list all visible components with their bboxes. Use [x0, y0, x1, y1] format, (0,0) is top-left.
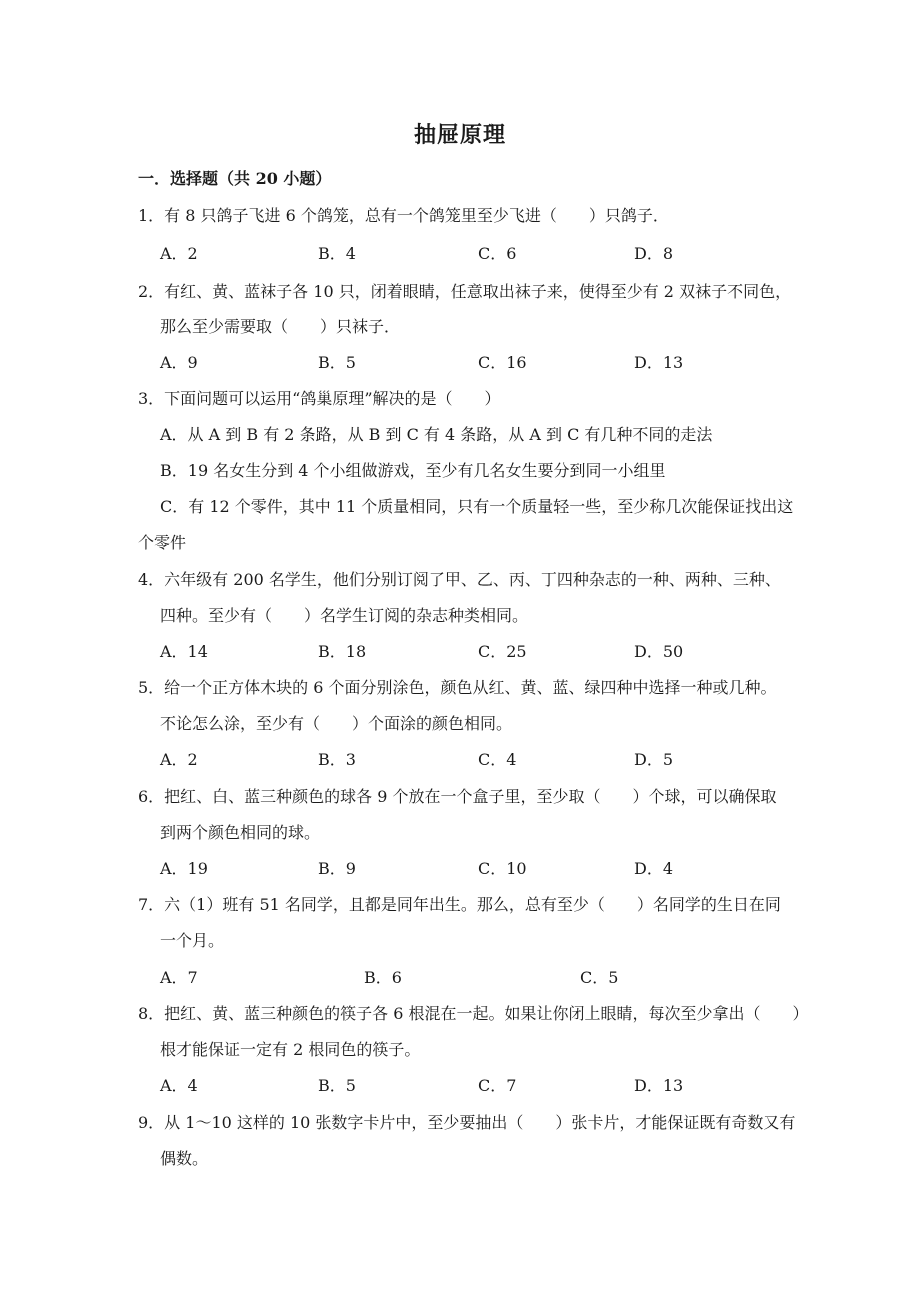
- question-1-stem: 1．有 8 只鸽子飞进 6 个鸽笼，总有一个鸽笼里至少飞进（ ）只鸽子．: [138, 206, 669, 225]
- q4-option-d: D．50: [634, 642, 684, 661]
- question-4-stem-line1: 4．六年级有 200 名学生，他们分别订阅了甲、乙、丙、丁四种杂志的一种、两种、三种、: [138, 570, 781, 589]
- q5-option-c: C．4: [478, 750, 517, 769]
- q4-option-a: A．14: [160, 642, 208, 661]
- q7-option-c: C．5: [580, 968, 619, 987]
- q6-option-b: B．9: [318, 859, 356, 878]
- q5-option-b: B．3: [318, 750, 356, 769]
- q6-option-a: A．19: [160, 859, 208, 878]
- q6-option-d: D．4: [634, 859, 674, 878]
- question-2-stem-line1: 2．有红、黄、蓝袜子各 10 只，闭着眼睛，任意取出袜子来，使得至少有 2 双袜子不同色，: [138, 282, 792, 301]
- q1-option-a: A．2: [160, 244, 198, 263]
- question-3-stem: 3．下面问题可以运用“鸽巢原理”解决的是（ ）: [138, 389, 501, 408]
- q1-option-c: C．6: [478, 244, 517, 263]
- question-5-stem-line2: 不论怎么涂，至少有（ ）个面涂的颜色相同。: [160, 714, 513, 733]
- question-8-stem-line1: 8．把红、黄、蓝三种颜色的筷子各 6 根混在一起。如果让你闭上眼睛，每次至少拿出（ ）: [138, 1004, 809, 1023]
- q3-option-b: B．19 名女生分到 4 个小组做游戏，至少有几名女生要分到同一小组里: [160, 461, 666, 480]
- question-2-stem-line2: 那么至少需要取（ ）只袜子．: [160, 317, 401, 336]
- q1-option-d: D．8: [634, 244, 674, 263]
- q2-option-b: B．5: [318, 353, 356, 372]
- question-8-stem-line2: 根才能保证一定有 2 根同色的筷子。: [160, 1040, 421, 1059]
- q4-option-c: C．25: [478, 642, 527, 661]
- q3-option-c-line2: 个零件: [138, 533, 187, 552]
- q4-option-b: B．18: [318, 642, 367, 661]
- question-7-stem-line2: 一个月。: [160, 931, 225, 950]
- q8-option-d: D．13: [634, 1076, 684, 1095]
- q2-option-d: D．13: [634, 353, 684, 372]
- q3-option-a: A．从 A 到 B 有 2 条路，从 B 到 C 有 4 条路，从 A 到 C 有几种不同的走法: [160, 425, 713, 444]
- q1-option-b: B．4: [318, 244, 356, 263]
- q2-option-c: C．16: [478, 353, 527, 372]
- q2-option-a: A．9: [160, 353, 198, 372]
- q5-option-a: A．2: [160, 750, 198, 769]
- q8-option-b: B．5: [318, 1076, 356, 1095]
- question-9-stem-line2: 偶数。: [160, 1149, 209, 1168]
- question-6-stem-line1: 6．把红、白、蓝三种颜色的球各 9 个放在一个盒子里，至少取（ ）个球，可以确保取: [138, 787, 777, 806]
- question-5-stem-line1: 5．给一个正方体木块的 6 个面分别涂色，颜色从红、黄、蓝、绿四种中选择一种或几种。: [138, 678, 777, 697]
- q5-option-d: D．5: [634, 750, 674, 769]
- q7-option-a: A．7: [160, 968, 198, 987]
- q8-option-c: C．7: [478, 1076, 517, 1095]
- question-9-stem-line1: 9．从 1～10 这样的 10 张数字卡片中，至少要抽出（ ）张卡片，才能保证既有奇数又有: [138, 1113, 796, 1132]
- q3-option-c-line1: C．有 12 个零件，其中 11 个质量相同，只有一个质量轻一些，至少称几次能保证找出这: [160, 497, 794, 516]
- question-6-stem-line2: 到两个颜色相同的球。: [160, 823, 321, 842]
- q6-option-c: C．10: [478, 859, 527, 878]
- q7-option-b: B．6: [364, 968, 402, 987]
- question-4-stem-line2: 四种。至少有（ ）名学生订阅的杂志种类相同。: [160, 606, 529, 625]
- question-7-stem-line1: 7．六（1）班有 51 名同学，且都是同年出生。那么，总有至少（ ）名同学的生日在同: [138, 895, 781, 914]
- section-heading: 一．选择题（共 20 小题）: [138, 169, 332, 188]
- q8-option-a: A．4: [160, 1076, 198, 1095]
- page-title: 抽屉原理: [413, 122, 506, 148]
